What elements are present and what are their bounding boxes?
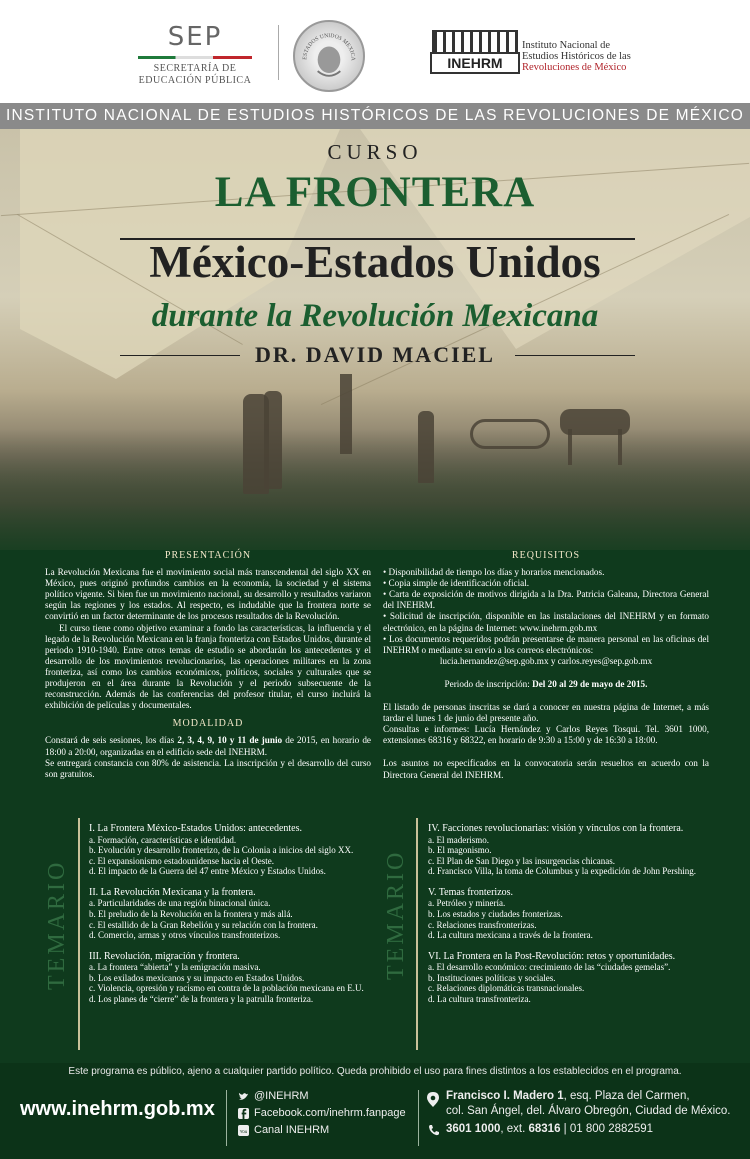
temario-item: b. Instituciones políticas y sociales. bbox=[428, 972, 556, 983]
temario-bar-left bbox=[78, 818, 80, 1050]
modalidad-p2: Se entregará constancia con 80% de asistencia. La inscripción y el desarrollo del curso son gratuitos. bbox=[45, 757, 371, 779]
cart-wheel bbox=[470, 419, 550, 449]
photo-ground bbox=[0, 429, 750, 550]
footer-divider bbox=[418, 1090, 419, 1146]
temario-item: c. Violencia, opresión y racismo en contra de la población mexicana en E.U. bbox=[89, 983, 364, 994]
figure-man-left2 bbox=[264, 391, 282, 489]
temario-item: c. El estallido de la Gran Rebelión y su relación con la frontera. bbox=[89, 919, 318, 930]
temario-item: a. El desarrollo económico: crecimiento de las “ciudades gemelas”. bbox=[428, 962, 671, 973]
youtube-icon bbox=[238, 1125, 249, 1136]
modalidad-dates: 2, 3, 4, 9, 10 y 11 de junio bbox=[177, 735, 283, 746]
requisito-item: • Los documentos requeridos podrán presentarse de manera personal en las oficinas del INEHRM o mediante su envío a los correos electrónicos: bbox=[383, 633, 709, 655]
twitter-icon bbox=[238, 1091, 249, 1102]
temario-item: c. El Plan de San Diego y las insurgencias chicanas. bbox=[428, 855, 616, 866]
course-subtitle: México-Estados Unidos bbox=[149, 237, 601, 287]
temario-item: d. Francisco Villa, la toma de Columbus y la expedición de John Pershing. bbox=[428, 866, 697, 877]
footer-disclaimer: Este programa es público, ajeno a cualquier partido político. Queda prohibido el uso para fines distintos a los establecidos en el programa. bbox=[68, 1066, 682, 1077]
phone-main: 3601 1000 bbox=[446, 1123, 501, 1135]
horse-leg bbox=[568, 429, 572, 465]
requisito-item: • Copia simple de identificación oficial. bbox=[383, 578, 530, 589]
temario-item: b. Los exilados mexicanos y su impacto en Estados Unidos. bbox=[89, 972, 305, 983]
inehrm-line2: Estudios Históricos de las bbox=[522, 51, 631, 62]
inehrm-building-icon bbox=[432, 30, 518, 52]
phone-alt: | 01 800 2882591 bbox=[560, 1123, 654, 1135]
address bbox=[446, 1089, 730, 1119]
asuntos-text: Los asuntos no especificados en la convocatoria serán resueltos en acuerdo con la Directora General del INEHRM. bbox=[383, 758, 709, 780]
temario-item: b. El magonismo. bbox=[428, 845, 492, 856]
sep-tricolor-rule bbox=[138, 56, 252, 59]
horse-leg bbox=[618, 429, 622, 465]
phone-numbers bbox=[446, 1122, 653, 1137]
address-line2: col. San Ángel, del. Álvaro Obregón, Ciudad de México. bbox=[446, 1105, 731, 1117]
temario-item: a. Petróleo y minería. bbox=[428, 898, 506, 909]
temario-label-right: TEMARIO bbox=[383, 849, 409, 980]
inehrm-full-name bbox=[522, 40, 631, 73]
presentacion-heading: PRESENTACIÓN bbox=[164, 550, 252, 561]
periodo-inscripcion bbox=[383, 679, 709, 690]
footer-divider bbox=[226, 1090, 227, 1146]
inehrm-logo bbox=[430, 30, 520, 76]
temario-item: c. Relaciones transfronterizas. bbox=[428, 919, 537, 930]
course-title: LA FRONTERA bbox=[214, 169, 536, 216]
consultas-text: Consultas e informes: Lucía Hernández y Carlos Reyes Tosqui. Tel. 3601 1000, extensiones 68316 y 68322, en horario de 9:30 a 15:00 y de 16:30 a 18:00. bbox=[383, 724, 709, 746]
border-marker bbox=[340, 374, 352, 454]
requisitos-emails[interactable]: lucia.hernandez@sep.gob.mx y carlos.reyes@sep.gob.mx bbox=[439, 655, 653, 666]
requisito-item: • Solicitud de inscripción, disponible en las instalaciones del INEHRM y en formato electrónico, en la página de Internet: www.inehrm.gob.mx bbox=[383, 611, 709, 633]
course-author: DR. DAVID MACIEL bbox=[254, 342, 495, 367]
requisitos-heading: REQUISITOS bbox=[511, 550, 581, 561]
modalidad-post: de 2015, en horario de 18:00 a 20:00, organizadas en el edificio sede del INEHRM. bbox=[45, 735, 372, 757]
twitter-link[interactable] bbox=[238, 1090, 309, 1102]
periodo-label: Periodo de inscripción: bbox=[444, 678, 533, 689]
temario-section-2: II. La Revolución Mexicana y la frontera. bbox=[89, 886, 256, 898]
requisito-item: • Disponibilidad de tiempo los días y horarios mencionados. bbox=[383, 567, 605, 578]
temario-bar-right bbox=[416, 818, 418, 1050]
temario-section-4: IV. Facciones revolucionarias: visión y vínculos con la frontera. bbox=[428, 823, 684, 834]
modalidad-heading: MODALIDAD bbox=[172, 718, 244, 730]
requisitos-list bbox=[383, 567, 709, 667]
sep-acronym: SEP bbox=[167, 22, 223, 52]
sep-logo bbox=[130, 22, 260, 87]
temario-item: c. Relaciones diplomáticas transnacionales. bbox=[428, 983, 585, 994]
periodo-value: Del 20 al 29 de mayo de 2015. bbox=[532, 678, 648, 689]
facebook-icon bbox=[238, 1108, 249, 1119]
temario-section-5: V. Temas fronterizos. bbox=[428, 886, 514, 898]
phone-icon bbox=[428, 1124, 440, 1136]
course-subtitle-italic: durante la Revolución Mexicana bbox=[151, 298, 599, 334]
left-column bbox=[45, 550, 371, 780]
facebook-link[interactable] bbox=[238, 1107, 406, 1119]
address-street: Francisco I. Madero 1 bbox=[446, 1090, 564, 1102]
presentacion-p1: La Revolución Mexicana fue el movimiento social más transcendental del siglo XX en México, pues originó profundos cambios en la economía, la sociedad y el sistema político vigente. Si bien fue un movimiento nacional, su desarrollo y resultados variaron según las regiones y los estados. Al respecto, es indudable que la frontera norte se convirtió en un factor determinante de los procesos resultados de la Revolución. bbox=[45, 567, 371, 622]
temario-label-left: TEMARIO bbox=[44, 859, 70, 990]
youtube-link[interactable] bbox=[238, 1124, 329, 1136]
temario-item: b. Los estados y ciudades fronterizas. bbox=[428, 908, 563, 919]
temario-left bbox=[89, 823, 369, 1005]
presentacion-p2: El curso tiene como objetivo examinar a fondo las características, la influencia y el legado de la Revolución Mexicana en la franja fronteriza con Estados Unidos, durante el periodo 1910-1940. Entre otros temas de estudio se abordarán los antecedentes y el desarrollo de los movimientos revolucionarios, las operaciones militares en la zona fronteriza, así como los cambios económicos, políticos, sociales y culturales que se produjeron en el área durante la Revolución y el periodo subsecuente de la reconstrucción. Además de las conferencias del profesor titular, el curso incluirá la exhibición de películas y documentales. bbox=[45, 622, 371, 711]
svg-text:You: You bbox=[239, 1128, 248, 1134]
temario-section-1: I. La Frontera México-Estados Unidos: antecedentes. bbox=[89, 823, 302, 834]
header-divider bbox=[278, 25, 279, 80]
phone-ext: 68316 bbox=[528, 1123, 561, 1135]
temario-section-3: III. Revolución, migración y frontera. bbox=[89, 950, 240, 962]
inehrm-line3: Revoluciones de México bbox=[522, 62, 627, 73]
figure-man-right bbox=[418, 411, 434, 483]
inehrm-line1: Instituto Nacional de bbox=[522, 40, 611, 51]
temario-item: a. Formación, características e identidad. bbox=[89, 834, 237, 845]
modalidad-pre: Constará de seis sesiones, los días bbox=[45, 735, 178, 746]
temario-right bbox=[428, 823, 710, 1005]
temario-item: d. La cultura mexicana a través de la frontera. bbox=[428, 930, 593, 941]
header-bar bbox=[0, 0, 750, 103]
sep-name-line2: EDUCACIÓN PÚBLICA bbox=[138, 75, 252, 86]
listado-text: El listado de personas inscritas se dará a conocer en nuestra página de Internet, a más tardar el lunes 1 de junio del presente año. bbox=[383, 702, 709, 724]
temario-item: d. La cultura transfronteriza. bbox=[428, 994, 531, 1005]
temario-item: a. Particularidades de una región binacional única. bbox=[89, 898, 271, 909]
inehrm-acronym: INEHRM bbox=[430, 52, 520, 74]
temario-item: a. El maderismo. bbox=[428, 834, 489, 845]
website-link[interactable]: www.inehrm.gob.mx bbox=[20, 1098, 215, 1120]
seal-text: ESTADOS UNIDOS MEXICA bbox=[302, 33, 356, 61]
temario-section-6: VI. La Frontera en la Post-Revolución: retos y oportunidades. bbox=[428, 950, 676, 962]
temario-item: d. Comercio, armas y otros vínculos transfronterizos. bbox=[89, 930, 281, 941]
address-rest: , esq. Plaza del Carmen, bbox=[563, 1090, 690, 1102]
modalidad-p1 bbox=[45, 735, 371, 757]
sep-name-line1: SECRETARÍA DE bbox=[153, 63, 237, 74]
temario-item: d. Los planes de “cierre” de la frontera y la patrulla fronteriza. bbox=[89, 994, 314, 1005]
course-kicker: CURSO bbox=[327, 140, 423, 164]
requisito-item: • Carta de exposición de motivos dirigida a la Dra. Patricia Galeana, Directora General del INEHRM. bbox=[383, 589, 709, 611]
temario-item: b. El preludio de la Revolución en la frontera y más allá. bbox=[89, 908, 293, 919]
temario-item: b. Evolución y desarrollo fronterizo, de la Colonia a inicios del siglo XX. bbox=[89, 845, 354, 856]
temario-item: c. El expansionismo estadounidense hacia el Oeste. bbox=[89, 855, 274, 866]
right-column bbox=[383, 550, 709, 781]
location-pin-icon bbox=[427, 1092, 439, 1107]
facebook-handle: Facebook.com/inehrm.fanpage bbox=[254, 1107, 406, 1119]
twitter-handle: @INEHRM bbox=[254, 1090, 309, 1102]
phone-ext-label: , ext. bbox=[500, 1123, 529, 1135]
address-line1 bbox=[446, 1089, 730, 1104]
youtube-channel: Canal INEHRM bbox=[254, 1124, 330, 1136]
temario-item: a. La frontera “abierta” y la emigración masiva. bbox=[89, 962, 261, 973]
institute-band: INSTITUTO NACIONAL DE ESTUDIOS HISTÓRICOS DE LAS REVOLUCIONES DE MÉXICO bbox=[0, 103, 750, 129]
national-seal-icon bbox=[293, 20, 365, 92]
temario-item: d. El impacto de la Guerra del 47 entre México y Estados Unidos. bbox=[89, 866, 326, 877]
